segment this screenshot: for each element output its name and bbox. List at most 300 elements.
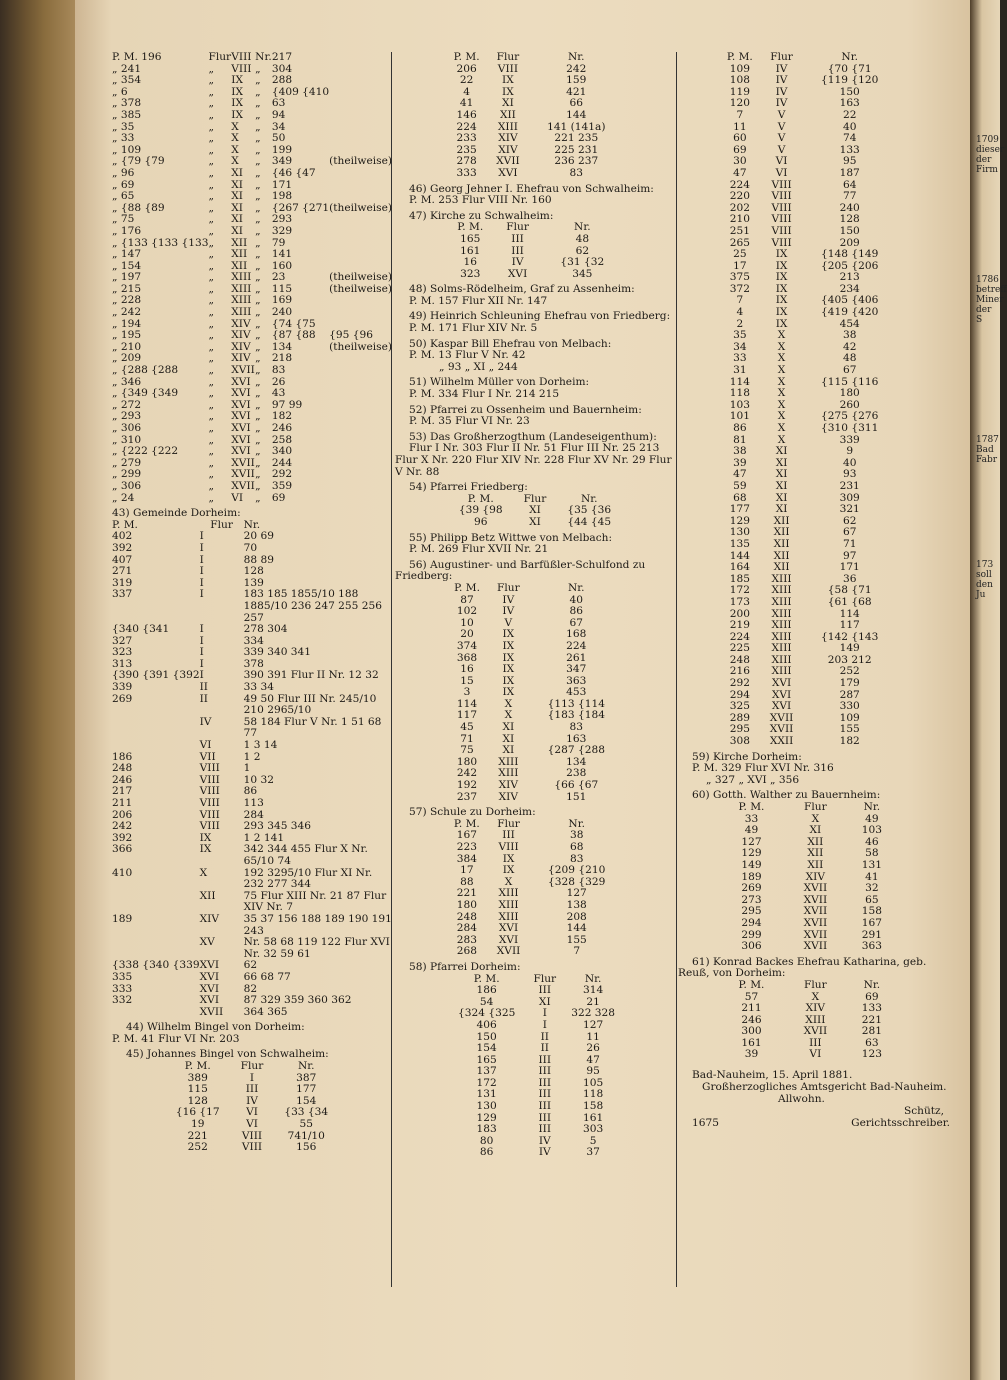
table-cell: „ (208, 178, 214, 191)
table-row (718, 736, 898, 748)
table-cell: VIII (771, 213, 792, 226)
table-cell: 322 328 (571, 1007, 616, 1020)
table-cell: 252 (839, 665, 860, 678)
table-cell: 127 (583, 1018, 604, 1031)
table-cell (329, 435, 392, 447)
table-cell: IX (502, 628, 515, 641)
table-cell: 128 (187, 1094, 208, 1107)
table-cell: 163 (566, 732, 587, 745)
table-cell: 146 (456, 108, 477, 121)
column-header: Nr. (584, 972, 602, 985)
table-cell: 238 (566, 767, 587, 780)
table-cell: 150 (839, 85, 860, 98)
table-cell: „ (208, 387, 214, 400)
column-header: P. M. (738, 978, 765, 991)
table-cell: „ (208, 74, 214, 87)
table-header-row (445, 52, 625, 64)
column-header: Flur (533, 972, 557, 985)
table-cell: 75 (460, 744, 474, 757)
table-cell (329, 388, 392, 400)
table-cell: 67 (842, 526, 857, 539)
table-cell: XIV (805, 1002, 826, 1015)
table-cell: 295 (741, 905, 762, 918)
table-cell: XI (775, 479, 788, 492)
column-header: Flur (240, 1060, 264, 1073)
table-cell: 11 (586, 1030, 600, 1043)
table-cell: „ {222 {222 (112, 445, 179, 458)
table-cell: XVI (199, 994, 220, 1007)
judge-name: Allwohn. (778, 1093, 825, 1106)
table-row (112, 226, 392, 238)
table-cell: XVI (231, 445, 251, 458)
table-cell: 180 (456, 755, 478, 768)
table-cell (329, 133, 392, 145)
table-cell: 177 (296, 1083, 317, 1096)
table-row (112, 868, 392, 891)
table-row (112, 717, 392, 740)
table-cell: {310 {311 (821, 422, 879, 434)
column-header: Flur (497, 581, 520, 594)
table-cell: 68 (569, 841, 584, 853)
table-cell: XVII (803, 905, 828, 918)
table-cell: 185 (729, 572, 750, 585)
table-cell: 94 (271, 108, 286, 121)
table-cell: XI (502, 744, 515, 757)
column-header: Nr. (580, 492, 598, 505)
table-cell: 38 (733, 445, 747, 458)
table-cell: 47 (733, 468, 747, 481)
parcel-table (445, 583, 625, 803)
table-cell: 68 (733, 491, 747, 504)
table-row (445, 1124, 625, 1136)
table-cell: VIII (231, 51, 252, 63)
table-cell: 294 (729, 688, 750, 701)
table-cell: „ (255, 120, 261, 133)
table-cell (329, 180, 392, 192)
table-cell: 108 (729, 74, 750, 87)
table-cell: 284 (243, 808, 264, 821)
table-cell: „ (255, 236, 261, 249)
table-cell: XVI (498, 922, 519, 935)
table-cell: 171 (839, 561, 860, 574)
entry-line: P. M. 41 Flur VI Nr. 203 (112, 1032, 240, 1045)
table-cell: IV (502, 605, 515, 618)
table-cell: 161 (583, 1111, 604, 1124)
table-cell: 406 (476, 1018, 497, 1031)
table-cell: VIII (498, 841, 519, 853)
table-cell: IV (199, 715, 212, 728)
table-cell: XVI (771, 700, 792, 713)
table-cell: 42 (842, 340, 857, 353)
table-cell: 179 (839, 677, 860, 690)
table-cell: XIII (771, 572, 792, 585)
table-row (445, 792, 625, 804)
table-cell: „ 35 (112, 120, 135, 133)
table-cell: 1 (243, 762, 251, 775)
table-header-row (718, 802, 898, 814)
table-cell: 60 (733, 132, 747, 145)
table-cell (329, 214, 392, 226)
table-cell: 223 (456, 841, 477, 853)
table-row (718, 191, 898, 203)
table-cell: 43 (271, 387, 286, 400)
table-cell: 49 (744, 824, 759, 837)
table-cell: 58 (865, 847, 879, 860)
table-cell: XVI (199, 970, 220, 983)
column-middle (395, 52, 677, 1159)
table-cell: 248 (729, 653, 750, 666)
table-cell: V (777, 108, 786, 121)
table-cell: 220 (729, 190, 750, 203)
table-cell: 117 (456, 709, 478, 722)
table-cell: XVII (231, 364, 255, 377)
table-row (112, 423, 392, 435)
table-cell: IV (502, 593, 515, 606)
table-cell: XVI (771, 688, 792, 701)
table-cell (329, 481, 392, 493)
table-cell: {209 {210 (548, 864, 606, 877)
table-cell: 332 (112, 994, 133, 1007)
table-cell: XII (231, 248, 248, 261)
table-cell: I (199, 634, 204, 647)
table-cell: XIII (498, 910, 519, 923)
table-cell: „ (208, 108, 214, 121)
table-row (112, 238, 392, 250)
table-cell: Flur (208, 51, 232, 63)
table-cell: III (511, 232, 524, 245)
table-cell: {74 {75 (271, 317, 316, 330)
table-cell: 186 (476, 984, 497, 997)
table-cell: 75 Flur XIII Nr. 21 87 Flur XIV Nr. 7 (243, 889, 387, 914)
table-cell: 88 89 (243, 553, 274, 566)
entry-heading: 55) Philipp Betz Wittwe von Melbach: (409, 531, 613, 544)
table-cell: XII (231, 259, 248, 272)
table-cell: VIII (231, 62, 252, 75)
table-cell: 32 (865, 882, 879, 895)
table-cell: 339 (839, 433, 860, 446)
table-cell: {183 {184 (547, 709, 605, 722)
table-cell: IX (502, 639, 515, 652)
table-cell: III (511, 244, 524, 257)
table-row (718, 562, 898, 574)
table-cell: {58 {71 (827, 584, 872, 597)
column-header: Flur (506, 221, 529, 234)
table-cell: „ 69 (112, 178, 135, 191)
table-cell: XVII (769, 711, 794, 724)
entry-heading: 54) Pfarrei Friedberg: (409, 481, 528, 494)
table-cell: „ 346 (112, 375, 142, 388)
table-cell: 202 (729, 201, 750, 214)
table-cell: XI (529, 504, 541, 517)
table-cell: 1 2 141 (243, 831, 285, 844)
table-cell: 127 (741, 835, 762, 848)
table-cell: 252 (187, 1141, 208, 1154)
table-cell: XI (231, 190, 243, 203)
table-cell: „ (208, 282, 214, 295)
table-cell: 378 (243, 657, 264, 670)
table-cell: „ (208, 132, 214, 145)
table-cell: 141 (141a) (547, 120, 606, 133)
table-cell: 389 (187, 1071, 208, 1084)
table-cell: I (199, 553, 204, 566)
column-header: P. M. (454, 581, 481, 594)
table-header-row (445, 583, 625, 595)
table-cell: 5 (589, 1134, 597, 1147)
table-cell: XI (502, 97, 514, 110)
entry-line: P. M. 334 Flur I Nr. 214 215 (409, 388, 560, 401)
table-cell: IV (538, 1146, 551, 1159)
table-cell: 221 (187, 1129, 208, 1142)
table-cell: 105 (583, 1076, 604, 1089)
table-cell: X (811, 812, 820, 825)
table-cell: XIII (771, 595, 792, 608)
column-header: P. M. (453, 51, 480, 63)
entry-heading: 47) Kirche zu Schwalheim: (409, 209, 554, 222)
table-cell: „ 293 (112, 410, 142, 423)
parcel-table (445, 222, 625, 280)
table-row (112, 411, 392, 423)
table-row (112, 87, 392, 99)
table-cell: 81 (733, 433, 747, 446)
table-cell: 54 (479, 995, 494, 1008)
table-cell: 375 (729, 271, 750, 284)
table-cell: XV (199, 936, 215, 949)
table-cell (329, 87, 392, 99)
table-cell (329, 238, 392, 250)
table-cell: 1 2 (243, 750, 261, 763)
table-cell: 26 (586, 1042, 600, 1055)
table-cell: 7 (573, 945, 581, 958)
table-cell: XIII (231, 294, 252, 307)
table-cell: 288 (271, 74, 293, 87)
table-cell: 69 (865, 990, 879, 1003)
table-cell: {390 {391 {392 (112, 669, 200, 682)
entry-heading: 49) Heinrich Schleuning Ehefrau von Friedberg: (409, 310, 671, 323)
table-cell: „ (208, 201, 214, 214)
table-row (445, 168, 625, 180)
column-header: Flur (497, 817, 520, 830)
table-cell: XVI (498, 933, 519, 946)
table-cell: 69 (733, 143, 747, 156)
table-cell: 287 (839, 688, 860, 701)
table-cell: 161 (460, 244, 481, 257)
table-cell: XVII (803, 916, 828, 929)
table-cell: {275 {276 (821, 410, 879, 423)
table-cell: „ (255, 329, 261, 342)
table-row (718, 678, 898, 690)
table-cell: 95 (586, 1065, 600, 1078)
table-cell: 329 (271, 224, 293, 237)
table-cell: VIII (771, 201, 792, 214)
table-cell: 231 (839, 479, 860, 492)
table-cell: 74 (842, 132, 857, 145)
table-cell: „ (208, 306, 214, 319)
table-cell: XI (231, 166, 243, 179)
table-cell: 182 (271, 410, 293, 423)
table-cell: 62 (575, 244, 590, 257)
table-cell: 86 (569, 605, 584, 618)
table-row (112, 122, 392, 134)
table-cell: 335 (112, 970, 133, 983)
table-row (112, 682, 392, 694)
table-cell: „ (255, 132, 261, 145)
book-page-edge (0, 0, 75, 1380)
entry-line: P. M. 157 Flur XII Nr. 147 (409, 294, 548, 307)
column-header: Nr. (568, 581, 585, 594)
table-cell: 299 (741, 928, 762, 941)
table-cell: 19 (191, 1118, 205, 1131)
table-cell: 278 304 (243, 623, 288, 636)
table-cell: „ (208, 97, 214, 110)
table-cell (329, 64, 392, 76)
table-cell: III (538, 1088, 552, 1101)
table-cell: 347 (566, 663, 587, 676)
table-cell: „ (208, 190, 214, 203)
table-row (718, 249, 898, 261)
table-cell: 165 (476, 1053, 497, 1066)
table-cell: 217 (271, 51, 293, 63)
table-cell: I (199, 565, 204, 578)
table-cell: 17 (733, 259, 747, 272)
table-cell: 33 34 (243, 681, 274, 694)
table-cell: XI (502, 721, 515, 734)
table-cell: XIV (498, 779, 519, 792)
table-cell: X (504, 875, 513, 888)
table-cell: 40 (569, 593, 584, 606)
table-cell: X (231, 143, 239, 156)
table-cell: 206 (112, 808, 133, 821)
table-cell: VIII (199, 785, 220, 798)
table-cell (329, 75, 392, 87)
table-cell: 154 (476, 1042, 497, 1055)
column-header: P. M. (184, 1060, 211, 1073)
table-cell: „ (208, 468, 214, 481)
table-cell: 242 (112, 820, 133, 833)
table-cell: 9 (846, 445, 854, 458)
table-cell: „ (255, 108, 261, 121)
table-cell: 224 (566, 639, 587, 652)
column-header: Flur (804, 801, 827, 813)
table-cell: 180 (839, 387, 860, 400)
table-cell: 83 (569, 721, 584, 734)
table-cell: 339 340 341 (243, 646, 312, 659)
table-cell: 130 (729, 526, 750, 539)
table-cell: {16 {17 (175, 1106, 220, 1119)
table-cell: 333 (112, 982, 133, 995)
table-cell: 233 (456, 132, 477, 145)
table-cell (329, 226, 392, 238)
table-cell: VI (231, 491, 244, 504)
table-cell: „ (208, 398, 214, 411)
table-cell: IX (231, 97, 243, 110)
entry-line: „ 327 „ XVI „ 356 (706, 773, 800, 786)
table-cell: XIII (771, 653, 792, 666)
table-cell: V (777, 120, 786, 133)
table-cell: 38 (842, 329, 857, 342)
table-cell: II (540, 1042, 549, 1055)
column-header: Flur (496, 51, 520, 63)
table-cell: IX (231, 74, 243, 87)
table-cell (329, 110, 392, 122)
table-cell: 22 (459, 74, 474, 87)
table-cell: 97 99 (271, 398, 303, 411)
table-cell: „ 354 (112, 74, 142, 87)
table-cell: Nr. (255, 51, 272, 63)
table-cell (329, 400, 392, 412)
table-cell: VI (246, 1118, 258, 1131)
table-cell: 213 (839, 271, 860, 284)
table-cell: {33 {34 (284, 1106, 329, 1119)
table-cell: 71 (460, 732, 474, 745)
table-cell: XIII (498, 898, 519, 911)
table-cell: VIII (241, 1141, 263, 1154)
table-cell: XIV (805, 870, 826, 883)
table-cell: 155 (839, 723, 860, 736)
table-cell: XII (807, 847, 824, 860)
table-cell: 421 (566, 85, 587, 98)
table-cell: 33 (744, 812, 759, 825)
table-cell: 63 (865, 1036, 879, 1049)
table-cell: 103 (729, 398, 750, 411)
table-cell: 114 (456, 697, 478, 710)
table-cell: VIII (199, 820, 220, 833)
table-cell: IX (199, 843, 212, 856)
table-cell: 158 (583, 1100, 604, 1113)
table-cell: „ (208, 352, 214, 365)
table-cell: „ (255, 398, 261, 411)
table-header-row (718, 980, 898, 992)
table-cell: 64 (842, 178, 857, 191)
table-cell: X (777, 387, 786, 400)
table-cell: 265 (729, 236, 750, 249)
table-cell: „ (255, 456, 261, 469)
table-row (112, 624, 392, 636)
table-cell: „ (208, 410, 214, 423)
table-row (112, 133, 392, 145)
table-cell: 129 (729, 514, 750, 527)
table-cell: 224 (729, 178, 750, 191)
parcel-table (718, 52, 898, 748)
table-cell: XI (775, 491, 788, 504)
table-cell: 133 (839, 143, 860, 156)
table-cell: XVI (231, 387, 251, 400)
table-row (112, 1007, 392, 1019)
table-cell: 200 (729, 607, 750, 620)
table-row (445, 234, 625, 246)
table-cell: „ (255, 387, 261, 400)
table-cell: 114 (729, 375, 750, 388)
table-row (112, 64, 392, 76)
table-cell: 117 (839, 619, 860, 632)
table-row (718, 918, 898, 930)
table-cell: 192 3295/10 Flur XI Nr. 232 277 344 (243, 866, 373, 891)
table-row (718, 481, 898, 493)
table-cell: 161 (741, 1036, 762, 1049)
table-cell: 211 (741, 1002, 762, 1015)
table-cell: 173 (729, 595, 750, 608)
table-cell: „ (255, 491, 261, 504)
table-cell: 47 (586, 1053, 600, 1066)
table-cell: 65 (865, 893, 879, 906)
column-header: Nr. (568, 817, 585, 830)
table-cell: VIII (771, 178, 792, 191)
table-cell: IX (502, 85, 514, 98)
table-row (112, 589, 392, 624)
table-row (112, 481, 392, 493)
table-cell: 37 (586, 1146, 600, 1159)
table-cell: {66 {67 (554, 779, 599, 792)
table-row (112, 168, 392, 180)
